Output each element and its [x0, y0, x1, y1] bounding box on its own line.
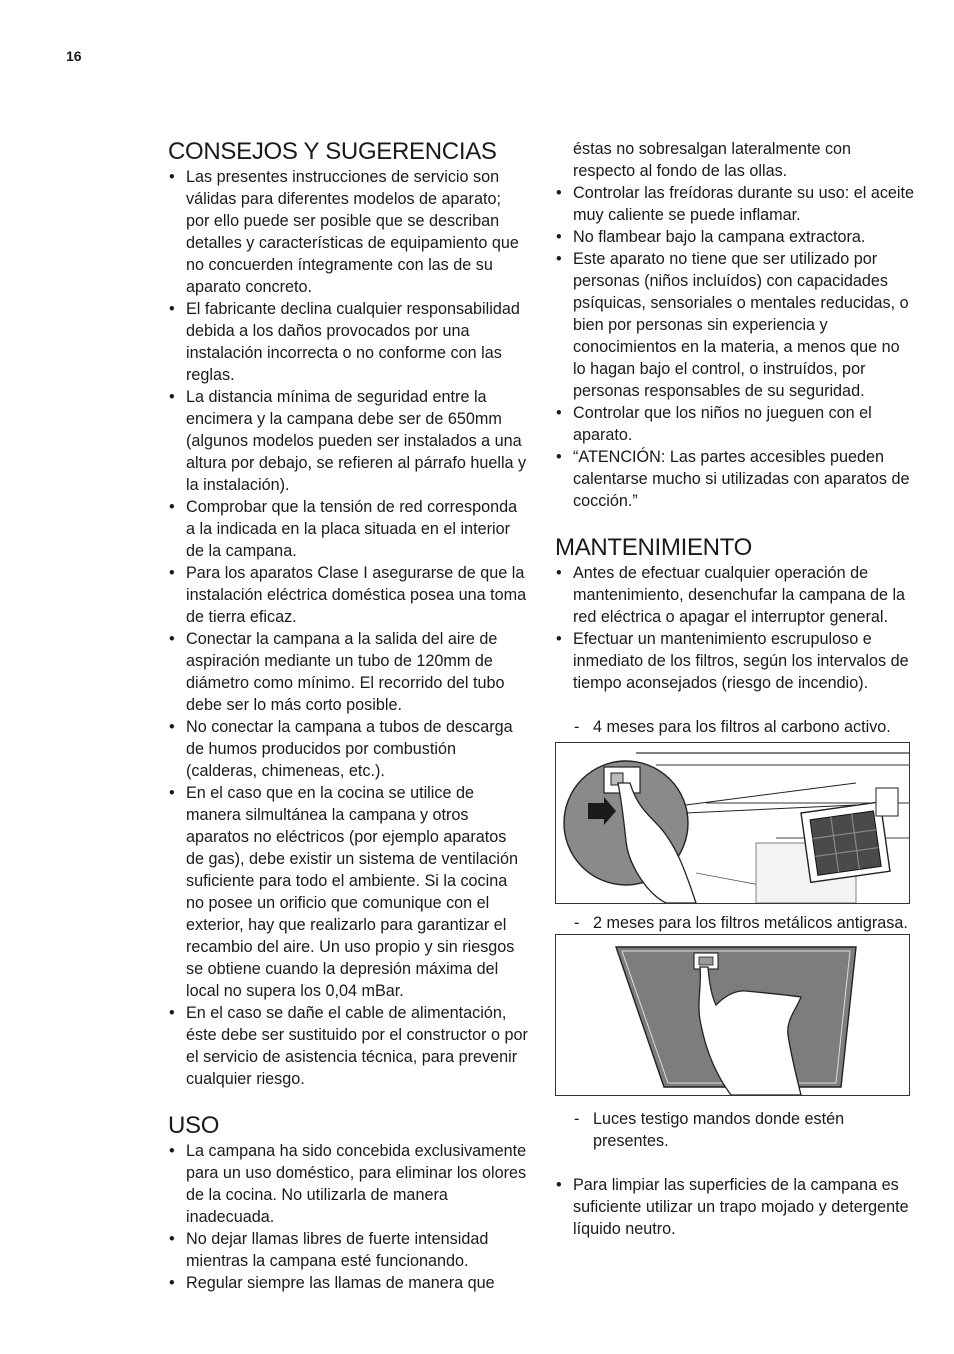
- list-item: • Regular siempre las llamas de manera que: [168, 1272, 528, 1294]
- dash-item-carbon: - 4 meses para los filtros al carbono activo.: [574, 718, 891, 736]
- list-item: • Controlar las freídoras durante su uso: el aceite muy caliente se puede inflamar.: [555, 182, 915, 226]
- list-item: • Conectar la campana a la salida del aire de aspiración mediante un tubo de 120mm de diámetro como mínimo. El recorrido del tubo debe ser lo más corto posible.: [168, 628, 528, 716]
- uso-list: [168, 1140, 528, 1294]
- list-item: • No conectar la campana a tubos de descarga de humos producidos por combustión (calderas, chimeneas, etc.).: [168, 716, 528, 782]
- list-item: • En el caso se dañe el cable de alimentación, éste debe ser sustituido por el constructor o por el servicio de asistencia técnica, para prevenir cualquier riesgo.: [168, 1002, 528, 1090]
- list-item: • Comprobar que la tensión de red corresponda a la indicada en la placa situada en el interior de la campana.: [168, 496, 528, 562]
- section-title-mantenimiento: MANTENIMIENTO: [555, 534, 752, 561]
- list-item: • No flambear bajo la campana extractora.: [555, 226, 915, 248]
- page-number: 16: [66, 48, 82, 64]
- section-title-consejos: CONSEJOS Y SUGERENCIAS: [168, 138, 497, 165]
- list-item: • No dejar llamas libres de fuerte intensidad mientras la campana esté funcionando.: [168, 1228, 528, 1272]
- list-item: • Para limpiar las superficies de la campana es suficiente utilizar un trapo mojado y detergente líquido neutro.: [555, 1174, 915, 1240]
- mantenimiento-list: [555, 562, 915, 694]
- metal-filter-illustration: [555, 934, 910, 1096]
- list-item: • La distancia mínima de seguridad entre la encimera y la campana debe ser de 650mm (algunos modelos pueden ser instalados a una altura por debajo, se refieren al párrafo huella y la instalación).: [168, 386, 528, 496]
- right-column: [555, 138, 915, 1240]
- mantenimiento-final-list: [555, 1174, 915, 1240]
- dash-text: 2 meses para los filtros metálicos antigrasa.: [593, 914, 908, 932]
- list-item: • “ATENCIÓN: Las partes accesibles pueden calentarse mucho si utilizadas con aparatos de cocción.”: [555, 446, 915, 512]
- list-item: • Controlar que los niños no jueguen con el aparato.: [555, 402, 915, 446]
- list-item: • Para los aparatos Clase I asegurarse de que la instalación eléctrica doméstica posea una toma de tierra eficaz.: [168, 562, 528, 628]
- list-item: • Efectuar un mantenimiento escrupuloso e inmediato de los filtros, según los intervalos de tiempo aconsejados (riesgo de incendio).: [555, 628, 915, 694]
- uso-continuation: éstas no sobresalgan lateralmente con respecto al fondo de las ollas.: [573, 140, 852, 180]
- list-item: • Las presentes instrucciones de servicio son válidas para diferentes modelos de aparato; por ello puede ser posible que se describan detalles y características de equipamiento que no concuerden íntegramente con las de su aparato concreto.: [168, 166, 528, 298]
- list-item: • El fabricante declina cualquier responsabilidad debida a los daños provocados por una instalación incorrecta o no conforme con las reglas.: [168, 298, 528, 386]
- list-item: • La campana ha sido concebida exclusivamente para un uso doméstico, para eliminar los olores de la cocina. No utilizarla de manera inadecuada.: [168, 1140, 528, 1228]
- dash-text: Luces testigo mandos donde estén presentes.: [593, 1110, 845, 1150]
- consejos-list: [168, 166, 528, 1090]
- list-item: • Antes de efectuar cualquier operación de mantenimiento, desenchufar la campana de la red eléctrica o apagar el interruptor general.: [555, 562, 915, 628]
- carbon-filter-illustration: [555, 742, 910, 904]
- dash-item-lights: - Luces testigo mandos donde estén presentes.: [574, 1110, 845, 1150]
- list-item: • Este aparato no tiene que ser utilizado por personas (niños incluídos) con capacidades psíquicas, sensoriales o mentales reducidas, o bien por personas sin experiencia y conocimientos en la materia, a menos que no lo hagan bajo el control, o instruídos, por personas responsables de su seguridad.: [555, 248, 915, 402]
- dash-item-metal: - 2 meses para los filtros metálicos antigrasa.: [574, 914, 908, 932]
- section-title-uso: USO: [168, 1112, 220, 1139]
- list-item: • En el caso que en la cocina se utilice de manera silmultánea la campana y otros aparatos no eléctricos (por ejemplo aparatos de gas), debe existir un sistema de ventilación suficiente para todo el ambiente. Si la cocina no posee un orificio que comunique con el exterior, hay que realizarlo para garantizar el recambio del aire. Un uso propio y sin riesgos se obtiene cuando la depresión máxima del local no supera los 0,04 mBar.: [168, 782, 528, 1002]
- left-column: [168, 138, 528, 1294]
- uso-list-continued: [555, 182, 915, 512]
- dash-text: 4 meses para los filtros al carbono activo.: [593, 718, 891, 736]
